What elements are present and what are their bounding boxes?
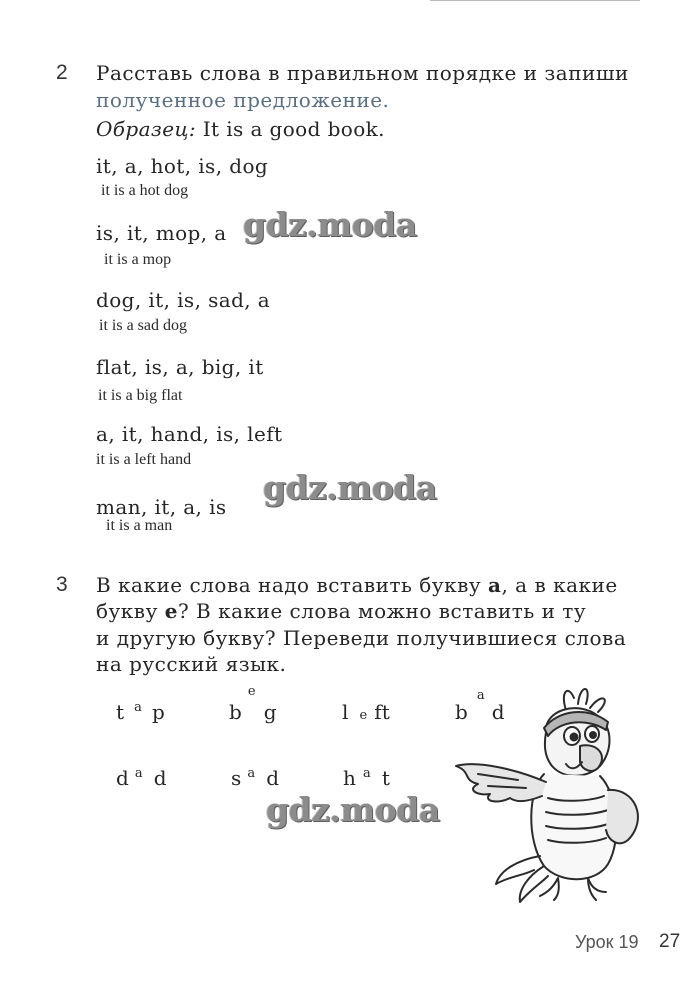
- task-2-item-2-words: is, it, mop, a: [96, 221, 227, 245]
- puzzle-letter: p: [152, 700, 165, 724]
- puzzle-letter: d: [266, 766, 280, 790]
- page-number: 27: [659, 931, 681, 952]
- puzzle-letter: d: [116, 766, 129, 790]
- puzzle-letter: b: [229, 700, 242, 724]
- task-2-instruction-line2: полученное предложение.: [96, 88, 390, 112]
- puzzle-letter: d: [153, 766, 167, 790]
- puzzle-word-dad: [116, 766, 167, 790]
- puzzle-inserted-letter: a: [476, 688, 485, 703]
- task-3-letter-a: a: [488, 573, 502, 597]
- task-3-line3: и другую букву? Переведи получившиеся слова: [96, 626, 627, 650]
- task-2-item-1-answer: it is a hot dog: [101, 182, 189, 199]
- puzzle-letter: b: [455, 700, 468, 724]
- parrot-illustration: [448, 670, 663, 905]
- puzzle-letter: t: [381, 766, 390, 790]
- task-3-line2-end: ? В какие слова можно вставить и ту: [177, 599, 587, 623]
- watermark-3: gdz.moda: [266, 790, 440, 829]
- task-3-line1: [96, 573, 618, 597]
- task-2-item-4-answer: it is a big flat: [98, 387, 183, 404]
- puzzle-letter: s: [231, 766, 242, 790]
- puzzle-letter: l: [342, 700, 349, 724]
- puzzle-word-sad: [231, 766, 279, 790]
- puzzle-inserted-letter: a: [362, 766, 371, 781]
- puzzle-letter: ft: [374, 700, 390, 724]
- task-3-number: 3: [56, 573, 68, 596]
- puzzle-letter: h: [343, 766, 356, 790]
- task-2-item-6-words: man, it, a, is: [96, 495, 227, 519]
- puzzle-letter: g: [263, 700, 277, 724]
- puzzle-inserted-letter: e: [247, 684, 256, 699]
- task-3-line4: на русский язык.: [96, 652, 287, 676]
- task-3-line1-end: , а в какие: [501, 573, 618, 597]
- task-3-letter-e: e: [164, 599, 178, 623]
- task-2-item-5-words: a, it, hand, is, left: [96, 422, 283, 446]
- task-2-example: [96, 117, 385, 141]
- task-3-line2: [96, 599, 586, 623]
- example-text: It is a good book.: [202, 117, 385, 141]
- puzzle-inserted-letter: a: [247, 766, 256, 781]
- puzzle-word-beg: [229, 684, 277, 724]
- lesson-label: Урок 19: [575, 932, 639, 952]
- puzzle-letter: d: [491, 700, 505, 724]
- task-2-instruction-line1: Расставь слова в правильном порядке и запиши: [96, 61, 629, 85]
- task-3-line2-start: букву: [96, 599, 165, 623]
- watermark-1: gdz.moda: [243, 205, 417, 244]
- task-2-item-3-answer: it is a sad dog: [99, 317, 187, 334]
- task-2-item-1-words: it, a, hot, is, dog: [96, 154, 269, 178]
- task-2-item-3-words: dog, it, is, sad, a: [96, 288, 271, 312]
- puzzle-inserted-letter: a: [134, 700, 142, 715]
- top-border-line: [430, 0, 640, 1]
- task-3-line1-start: В какие слова надо вставить букву: [96, 573, 488, 597]
- puzzle-inserted-letter: a: [134, 766, 143, 781]
- task-2-item-6-answer: it is a man: [106, 517, 173, 534]
- example-label: Образец:: [96, 117, 196, 141]
- puzzle-word-tap: [116, 700, 165, 724]
- task-2-item-4-words: flat, is, a, big, it: [96, 355, 264, 379]
- puzzle-word-hat: [343, 766, 390, 790]
- task-2-item-2-answer: it is a mop: [104, 251, 172, 268]
- puzzle-word-left: [342, 700, 390, 724]
- watermark-2: gdz.moda: [263, 468, 437, 507]
- task-2-item-5-answer: it is a left hand: [96, 451, 192, 468]
- puzzle-inserted-letter: e: [359, 708, 368, 723]
- task-2-number: 2: [56, 61, 68, 84]
- puzzle-letter: t: [116, 700, 125, 724]
